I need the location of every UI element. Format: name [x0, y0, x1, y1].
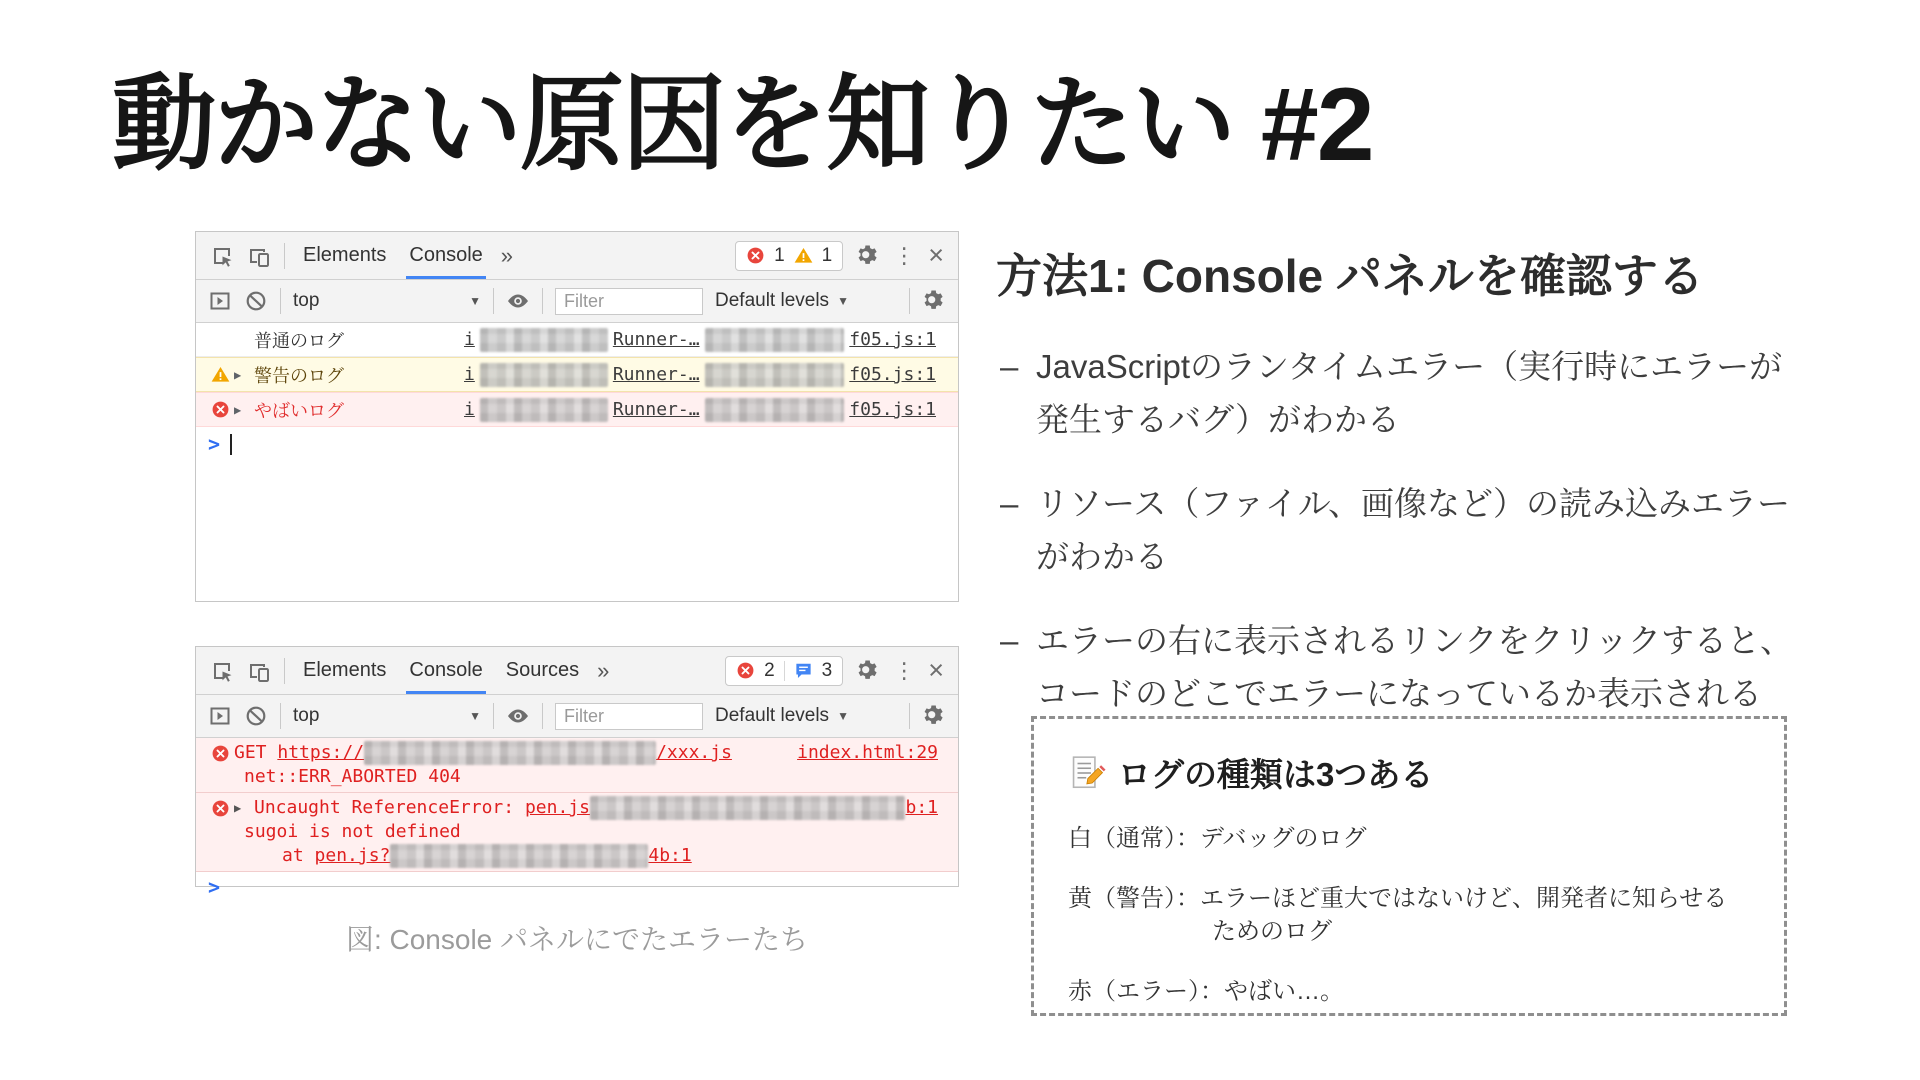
- divider: [909, 288, 910, 314]
- note-item: [1068, 822, 1750, 856]
- source-link-group: [464, 363, 936, 387]
- stack-link[interactable]: pen.js?: [314, 845, 391, 866]
- bullet-marker: –: [1000, 348, 1019, 385]
- eye-icon[interactable]: [506, 289, 530, 313]
- redacted-blur: [590, 796, 906, 820]
- filter-input[interactable]: [555, 703, 703, 730]
- memo-icon: [1068, 754, 1106, 792]
- divider: [284, 243, 285, 269]
- console-status-badge: [725, 656, 843, 686]
- close-icon[interactable]: ×: [928, 240, 944, 270]
- redacted-blur: [705, 363, 845, 387]
- console-network-error-row: [196, 738, 958, 793]
- drawer-toggle-icon[interactable]: [208, 704, 232, 728]
- tab-elements[interactable]: Elements: [303, 244, 387, 266]
- source-link-group: [464, 398, 936, 422]
- error-text: Uncaught ReferenceError:: [254, 797, 525, 818]
- tab-console[interactable]: Console: [404, 647, 487, 694]
- note-title: ログの種類は3つある: [1118, 756, 1434, 793]
- source-link[interactable]: Runner-…: [612, 399, 700, 420]
- warning-icon: [206, 365, 234, 384]
- reference-error-line1: [196, 796, 958, 820]
- devtools-screenshot-1: [195, 231, 959, 602]
- chevron-down-icon: ▼: [837, 294, 849, 308]
- bullet-item: [998, 477, 1798, 584]
- figure-caption: 図: Console パネルにでたエラーたち: [345, 924, 809, 955]
- kebab-menu-icon[interactable]: ⋮: [893, 657, 916, 683]
- error-message: やばいログ: [254, 400, 344, 422]
- chevron-down-icon: ▼: [469, 294, 481, 308]
- log-levels-label: Default levels: [715, 290, 830, 311]
- console-log-row: [196, 323, 958, 357]
- script-link[interactable]: pen.js: [524, 797, 590, 818]
- stack-at-label: at: [282, 845, 315, 866]
- request-url-link[interactable]: /xxx.js: [656, 742, 732, 763]
- script-link[interactable]: b:1: [905, 797, 938, 818]
- chevron-down-icon: ▼: [469, 709, 481, 723]
- divider: [284, 658, 285, 684]
- warning-count: 1: [821, 244, 833, 266]
- tab-elements[interactable]: Elements: [303, 659, 387, 681]
- device-toolbar-icon[interactable]: [247, 659, 271, 683]
- warning-message: 警告のログ: [254, 365, 344, 387]
- source-location-link[interactable]: index.html:29: [797, 742, 938, 763]
- devtools-tabbar: [196, 647, 958, 695]
- more-tabs-icon[interactable]: »: [500, 242, 514, 268]
- filter-input[interactable]: [555, 288, 703, 315]
- source-link[interactable]: f05.js:1: [849, 329, 936, 350]
- bullet-list: [998, 340, 1798, 751]
- console-settings-gear-icon[interactable]: [922, 704, 946, 728]
- kebab-menu-icon[interactable]: ⋮: [893, 242, 916, 268]
- more-tabs-icon[interactable]: »: [597, 657, 610, 683]
- source-link[interactable]: i: [464, 364, 475, 385]
- bullet-marker: –: [1000, 621, 1019, 659]
- note-box: [1031, 716, 1787, 1016]
- inspect-element-icon[interactable]: [210, 244, 234, 268]
- console-prompt[interactable]: [196, 427, 958, 461]
- note-item-line1: 黄（警告）：エラーほど重大ではないけど、開発者に知らせる: [1068, 884, 1728, 912]
- close-icon[interactable]: ×: [928, 655, 944, 685]
- reference-error-line2: sugoi is not defined: [244, 821, 461, 842]
- source-link[interactable]: f05.js:1: [849, 399, 936, 420]
- prompt-chevron-icon: >: [208, 432, 221, 456]
- divider: [909, 703, 910, 729]
- error-icon: [206, 744, 234, 763]
- network-error-line1: [196, 741, 958, 765]
- divider: [542, 288, 543, 314]
- note-title-row: [1068, 749, 1750, 796]
- console-toolbar: [196, 695, 958, 738]
- reference-error-line3: [196, 844, 958, 868]
- error-count: 2: [764, 659, 775, 681]
- console-prompt[interactable]: [196, 875, 958, 899]
- note-item: [1068, 882, 1750, 949]
- console-error-row: [196, 392, 958, 427]
- eye-icon[interactable]: [506, 704, 530, 728]
- console-reference-error-row: [196, 793, 958, 872]
- console-warning-row: [196, 357, 958, 392]
- devtools-screenshot-2: [195, 646, 959, 899]
- source-link[interactable]: Runner-…: [612, 364, 700, 385]
- redacted-blur: [390, 844, 648, 868]
- bullet-marker: –: [1000, 484, 1019, 522]
- console-settings-gear-icon[interactable]: [922, 289, 946, 313]
- divider: [784, 661, 785, 681]
- redacted-blur: [364, 741, 656, 765]
- divider: [493, 703, 494, 729]
- log-levels-dropdown[interactable]: [715, 705, 849, 727]
- divider: [280, 288, 281, 314]
- source-link[interactable]: f05.js:1: [849, 364, 936, 385]
- error-count-icon: [746, 246, 765, 265]
- clear-console-icon[interactable]: [244, 289, 268, 313]
- note-item: [1068, 975, 1750, 1009]
- stack-link[interactable]: 4b:1: [648, 845, 692, 866]
- context-label: top: [293, 290, 320, 311]
- expand-arrow-icon[interactable]: ▶: [234, 402, 242, 417]
- divider: [493, 288, 494, 314]
- error-count-icon: [736, 661, 755, 680]
- chevron-down-icon: ▼: [837, 709, 849, 723]
- log-levels-dropdown[interactable]: [715, 290, 849, 312]
- console-status-badge: [735, 241, 843, 271]
- settings-gear-icon[interactable]: [856, 244, 880, 268]
- source-link-group: [464, 328, 936, 352]
- error-icon: [206, 799, 234, 818]
- log-message: 普通のログ: [254, 330, 344, 352]
- expand-arrow-icon[interactable]: ▶: [234, 801, 242, 815]
- bullet-item: [998, 340, 1798, 447]
- tab-console[interactable]: Console: [404, 232, 487, 279]
- error-icon: [206, 400, 234, 419]
- bullet-text: リソース（ファイル、画像など）の読み込みエラーがわかる: [1036, 484, 1791, 576]
- tab-sources[interactable]: Sources: [505, 659, 580, 681]
- context-label: top: [293, 705, 320, 726]
- redacted-blur: [480, 363, 608, 387]
- context-selector[interactable]: [293, 290, 481, 312]
- text-cursor: [230, 434, 232, 455]
- bullet-text: エラーの右に表示されるリンクをクリックすると、コードのどこでエラーになっているか表示される: [1036, 621, 1794, 713]
- inspect-element-icon[interactable]: [210, 659, 234, 683]
- warning-count-icon: [794, 246, 813, 265]
- source-link[interactable]: i: [464, 399, 475, 420]
- divider: [542, 703, 543, 729]
- drawer-toggle-icon[interactable]: [208, 289, 232, 313]
- redacted-blur: [480, 398, 608, 422]
- redacted-blur: [705, 398, 845, 422]
- context-selector[interactable]: [293, 705, 481, 727]
- expand-arrow-icon[interactable]: ▶: [234, 367, 242, 382]
- bullet-text: JavaScriptのランタイムエラー（実行時にエラーが発生するバグ）がわかる: [1036, 348, 1783, 439]
- source-link[interactable]: Runner-…: [612, 329, 700, 350]
- note-item-line2: ためのログ: [1212, 918, 1332, 946]
- request-url-link[interactable]: https://: [277, 742, 365, 763]
- error-count: 1: [774, 244, 785, 266]
- devtools-tabbar: [196, 232, 958, 280]
- source-link[interactable]: i: [464, 329, 475, 350]
- clear-console-icon[interactable]: [244, 704, 268, 728]
- message-count-icon: [794, 661, 813, 680]
- redacted-blur: [480, 328, 608, 352]
- settings-gear-icon[interactable]: [856, 659, 880, 683]
- http-method: GET: [234, 742, 278, 763]
- log-levels-label: Default levels: [715, 705, 830, 726]
- note-item-line1: 白（通常）：デバッグのログ: [1068, 825, 1367, 852]
- prompt-chevron-icon: >: [208, 875, 221, 899]
- device-toolbar-icon[interactable]: [247, 244, 271, 268]
- slide-title: 動かない原因を知りたい #2: [112, 67, 1373, 183]
- bullet-item: [998, 614, 1798, 721]
- divider: [280, 703, 281, 729]
- console-toolbar: [196, 280, 958, 323]
- network-error-line2: net::ERR_ABORTED 404: [244, 766, 461, 787]
- message-count: 3: [821, 659, 833, 681]
- note-item-line1: 赤（エラー）：やばい…。: [1068, 977, 1344, 1005]
- section-heading: 方法1: Console パネルを確認する: [996, 250, 1704, 302]
- redacted-blur: [705, 328, 845, 352]
